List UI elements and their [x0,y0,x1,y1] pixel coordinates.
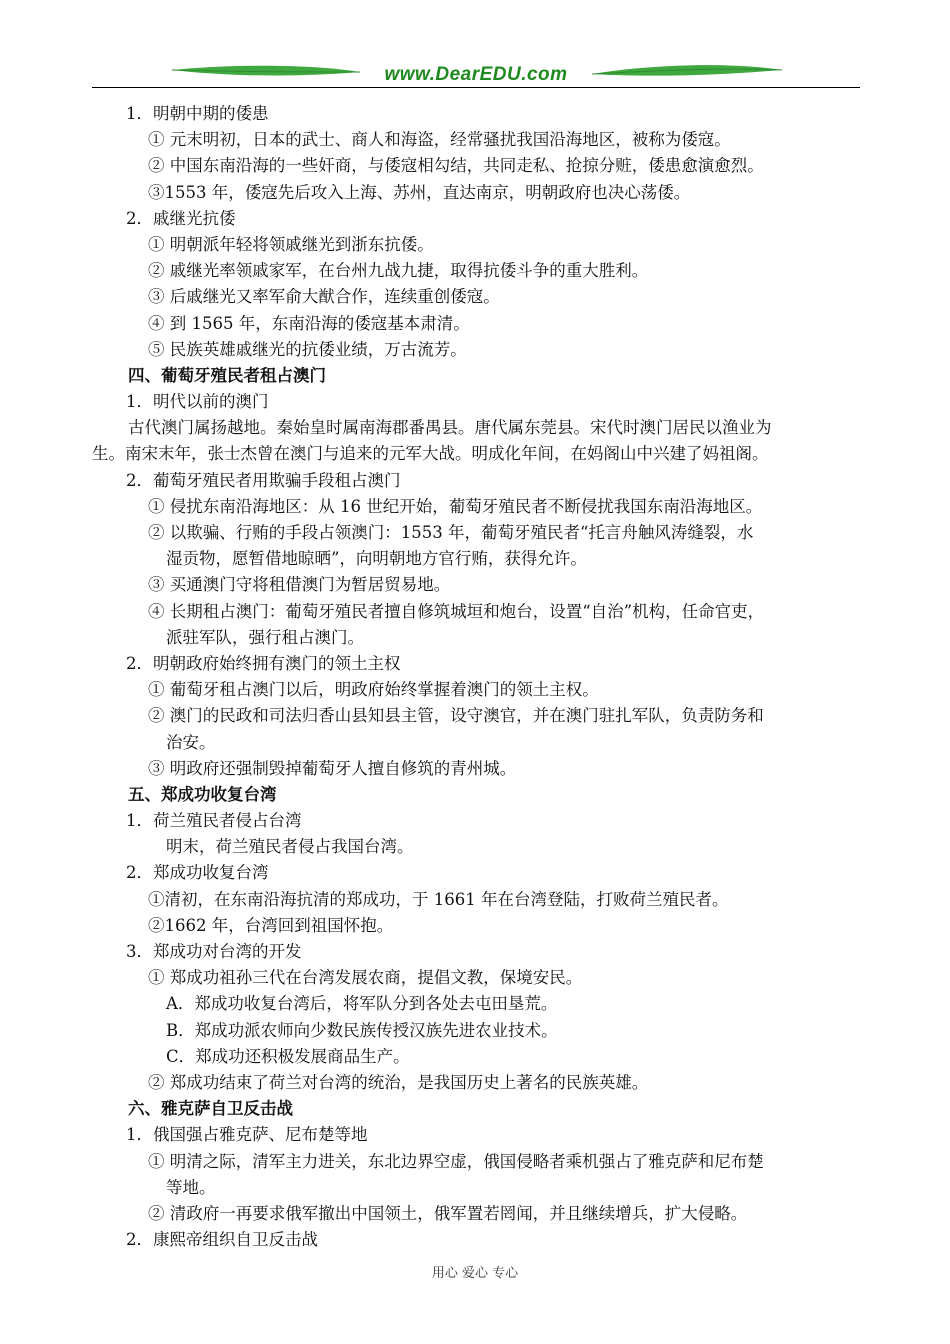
text-line: ③ 后戚继光又率军俞大猷合作，连续重创倭寇。 [148,287,500,307]
text-line: ④ 长期租占澳门：葡萄牙殖民者擅自修筑城垣和炮台，设置“自治”机构，任命官吏， [148,601,765,621]
text-line: 1．明朝中期的倭患 [126,104,269,123]
text-line: ② 澳门的民政和司法归香山县知县主管，设守澳官，并在澳门驻扎军队，负责防务和 [148,706,764,726]
section-heading: 六、雅克萨自卫反击战 [128,1099,293,1119]
text-line: ① 明清之际，清军主力进关，东北边界空虚，俄国侵略者乘机强占了雅克萨和尼布楚 [148,1151,764,1171]
text-line: 明末，荷兰殖民者侵占我国台湾。 [166,837,414,857]
text-line: C．郑成功还积极发展商品生产。 [166,1046,410,1066]
text-line: ② 中国东南沿海的一些奸商，与倭寇相勾结，共同走私、抢掠分赃，倭患愈演愈烈。 [148,156,764,176]
header-rule [92,87,860,88]
text-line: A．郑成功收复台湾后，将军队分到各处去屯田垦荒。 [166,994,558,1014]
text-line: 1．荷兰殖民者侵占台湾 [126,811,302,831]
text-line: ① 明朝派年轻将领戚继光到浙东抗倭。 [148,234,434,254]
text-line: ① 葡萄牙租占澳门以后，明政府始终掌握着澳门的领土主权。 [148,680,599,700]
text-line: ① 郑成功祖孙三代在台湾发展农商，提倡文教，保境安民。 [148,968,583,988]
text-line: ③ 买通澳门守将租借澳门为暂居贸易地。 [148,575,451,595]
text-line: ② 清政府一再要求俄军撤出中国领土，俄军置若罔闻，并且继续增兵，扩大侵略。 [148,1203,748,1223]
text-line: ① 侵扰东南沿海地区：从 16 世纪开始，葡萄牙殖民者不断侵扰我国东南沿海地区。 [148,496,763,516]
text-line: ② 以欺骗、行贿的手段占领澳门：1553 年，葡萄牙殖民者“托言舟触风涛缝裂，水 [148,523,754,542]
text-line: 1．明代以前的澳门 [126,392,269,412]
text-line: ②1662 年，台湾回到祖国怀抱。 [148,915,394,935]
text-line: 派驻军队，强行租占澳门。 [166,627,364,647]
text-line: ② 戚继光率领戚家军，在台州九战九捷，取得抗倭斗争的重大胜利。 [148,261,649,281]
text-line: 生。南宋末年，张士杰曾在澳门与追来的元军大战。明成化年间，在妈阁山中兴建了妈祖阁。 [92,444,769,464]
text-line: B．郑成功派农师向少数民族传授汉族先进农业技术。 [166,1020,558,1040]
text-line: ①清初，在东南沿海抗清的郑成功，于 1661 年在台湾登陆，打败荷兰殖民者。 [148,889,729,909]
text-line: ③ 明政府还强制毁掉葡萄牙人擅自修筑的青州城。 [148,758,517,778]
text-line: 3．郑成功对台湾的开发 [126,942,302,961]
text-line: 2．郑成功收复台湾 [126,863,269,883]
text-line: ① 元末明初，日本的武士、商人和海盗，经常骚扰我国沿海地区，被称为倭寇。 [148,130,731,150]
text-line: 湿贡物，愿暂借地晾晒”，向明朝地方官行贿，获得允许。 [166,549,587,569]
section-heading: 五、郑成功收复台湾 [128,784,277,804]
document-body [92,101,862,1253]
text-line: ③1553 年，倭寇先后攻入上海、苏州，直达南京，明朝政府也决心荡倭。 [148,182,691,202]
text-line: 2．葡萄牙殖民者用欺骗手段租占澳门 [126,470,401,490]
section-heading: 四、葡萄牙殖民者租占澳门 [128,365,326,385]
site-logo-text: www.DearEDU.com [384,64,568,85]
text-line: 1．俄国强占雅克萨、尼布楚等地 [126,1125,368,1145]
text-line: 2．戚继光抗倭 [126,208,236,228]
page-footer: 用心 爱心 专心 [431,1266,519,1281]
text-line: 治安。 [166,732,216,752]
text-line: 2．明朝政府始终拥有澳门的领土主权 [126,653,401,673]
text-line: ⑤ 民族英雄戚继光的抗倭业绩，万古流芳。 [148,339,467,359]
text-line: 古代澳门属扬越地。秦始皇时属南海郡番禺县。唐代属东莞县。宋代时澳门居民以渔业为 [128,418,772,438]
text-line: 等地。 [166,1177,216,1197]
text-line: ② 郑成功结束了荷兰对台湾的统治，是我国历史上著名的民族英雄。 [148,1072,649,1092]
text-line: ④ 到 1565 年，东南沿海的倭寇基本肃清。 [148,313,470,333]
text-line: 2．康熙帝组织自卫反击战 [126,1230,318,1250]
